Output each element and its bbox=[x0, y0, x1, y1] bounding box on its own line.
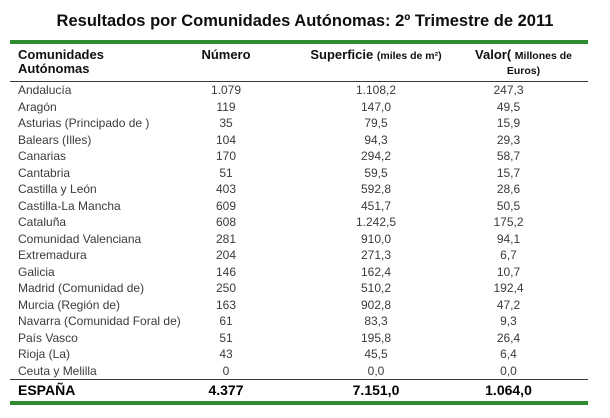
numero-cell: 119 bbox=[216, 99, 236, 114]
superficie-cell: 1.108,2 bbox=[355, 83, 397, 97]
table-row bbox=[10, 214, 588, 231]
superficie-cell: 902,8 bbox=[360, 297, 392, 312]
table-footer bbox=[10, 380, 588, 404]
superficie-cell: 94,3 bbox=[364, 132, 388, 147]
column-header-superficie-main: Superficie bbox=[310, 47, 374, 62]
numero-cell: 35 bbox=[219, 116, 233, 130]
region-name-cell: Navarra (Comunidad Foral de) bbox=[18, 314, 181, 328]
valor-cell: 26,4 bbox=[496, 330, 521, 345]
valor-cell: 6,7 bbox=[500, 248, 517, 262]
valor-cell: 15,7 bbox=[496, 165, 521, 180]
superficie-cell: 45,5 bbox=[364, 347, 388, 361]
superficie-cell: 1.242,5 bbox=[355, 215, 397, 229]
superficie-cell: 83,3 bbox=[364, 314, 388, 328]
table-row bbox=[10, 115, 588, 132]
page-title: Resultados por Comunidades Autónomas: 2º Trimestre de 2011 bbox=[56, 12, 554, 30]
region-name-cell: Aragón bbox=[18, 99, 57, 114]
column-header-comunidades: Comunidades Autónomas bbox=[10, 42, 165, 82]
table-row bbox=[10, 198, 588, 215]
column-header-valor-unit: Millones de Euros) bbox=[506, 50, 572, 77]
valor-cell: 29,3 bbox=[496, 132, 521, 147]
valor-cell: 49,5 bbox=[496, 99, 521, 114]
valor-cell: 9,3 bbox=[500, 314, 517, 328]
superficie-cell: 162,4 bbox=[360, 264, 392, 279]
numero-cell: 163 bbox=[215, 297, 237, 312]
header-row bbox=[10, 42, 588, 82]
table-row bbox=[10, 165, 588, 182]
table-row bbox=[10, 280, 588, 297]
table-row bbox=[10, 231, 588, 248]
superficie-cell: 0,0 bbox=[367, 363, 385, 378]
region-name-cell: Cantabria bbox=[18, 165, 71, 180]
valor-cell: 247,3 bbox=[493, 83, 524, 97]
superficie-cell: 195,8 bbox=[360, 330, 392, 345]
superficie-cell: 147,0 bbox=[360, 99, 392, 114]
table-row bbox=[10, 313, 588, 330]
valor-cell: 94,1 bbox=[496, 231, 521, 246]
valor-cell: 6,4 bbox=[500, 347, 517, 361]
valor-cell: 15,9 bbox=[496, 116, 521, 130]
valor-cell: 0,0 bbox=[500, 363, 517, 378]
numero-cell: 51 bbox=[219, 330, 233, 345]
table-row bbox=[10, 148, 588, 165]
numero-cell: 146 bbox=[215, 264, 237, 279]
region-name-cell: Castilla-La Mancha bbox=[18, 198, 121, 213]
valor-cell: 175,2 bbox=[493, 215, 524, 229]
superficie-cell: 510,2 bbox=[360, 281, 392, 295]
table-row bbox=[10, 330, 588, 347]
table-row bbox=[10, 99, 588, 116]
numero-cell: 609 bbox=[215, 198, 237, 213]
region-name-cell: Andalucía bbox=[18, 83, 72, 97]
region-name-cell: Galicia bbox=[18, 264, 55, 279]
table-row bbox=[10, 82, 588, 99]
superficie-cell: 271,3 bbox=[360, 248, 392, 262]
numero-cell: 170 bbox=[215, 149, 237, 163]
superficie-cell: 59,5 bbox=[364, 165, 388, 180]
numero-cell: 104 bbox=[215, 132, 237, 147]
table-row bbox=[10, 181, 588, 198]
valor-cell: 47,2 bbox=[496, 297, 521, 312]
region-name-cell: Rioja (La) bbox=[18, 347, 71, 361]
numero-cell: 403 bbox=[215, 182, 237, 196]
superficie-cell: 79,5 bbox=[364, 116, 388, 130]
total-row bbox=[10, 380, 588, 404]
table-row bbox=[10, 264, 588, 281]
numero-cell: 43 bbox=[219, 347, 233, 361]
superficie-cell: 592,8 bbox=[360, 182, 392, 196]
region-name-cell: Balears (Illes) bbox=[18, 132, 92, 147]
superficie-cell: 294,2 bbox=[360, 149, 392, 163]
numero-cell: 204 bbox=[215, 248, 237, 262]
valor-cell: 28,6 bbox=[496, 182, 521, 196]
region-name-cell: País Vasco bbox=[18, 330, 78, 345]
column-header-numero: Número bbox=[165, 42, 287, 82]
numero-cell: 608 bbox=[215, 215, 237, 229]
region-name-cell: Madrid (Comunidad de) bbox=[18, 281, 145, 295]
numero-cell: 0 bbox=[222, 363, 230, 378]
table-header bbox=[10, 42, 588, 82]
region-name-cell: Asturias (Principado de ) bbox=[18, 116, 150, 130]
region-name-cell: Castilla y León bbox=[18, 182, 97, 196]
numero-cell: 61 bbox=[219, 314, 233, 328]
numero-cell: 1.079 bbox=[210, 83, 242, 97]
column-header-superficie bbox=[287, 42, 465, 82]
region-name-cell: Cataluña bbox=[18, 215, 67, 229]
numero-cell: 51 bbox=[219, 165, 233, 180]
table-row bbox=[10, 247, 588, 264]
region-name-cell: Extremadura bbox=[18, 248, 87, 262]
region-name-cell: Canarias bbox=[18, 149, 67, 163]
table-row bbox=[10, 363, 588, 380]
table-row bbox=[10, 132, 588, 149]
valor-cell: 50,5 bbox=[496, 198, 521, 213]
total-valor-cell: 1.064,0 bbox=[465, 380, 588, 404]
valor-cell: 10,7 bbox=[496, 264, 521, 279]
numero-cell: 281 bbox=[215, 231, 237, 246]
results-table bbox=[10, 40, 588, 405]
valor-cell: 58,7 bbox=[496, 149, 521, 163]
table-row bbox=[10, 297, 588, 314]
column-header-superficie-unit: (miles de m²) bbox=[376, 50, 442, 62]
total-numero-cell: 4.377 bbox=[165, 380, 287, 404]
region-name-cell: Ceuta y Melilla bbox=[18, 363, 97, 378]
valor-cell: 192,4 bbox=[493, 281, 524, 295]
total-row-label: ESPAÑA bbox=[10, 380, 165, 404]
superficie-cell: 451,7 bbox=[360, 198, 392, 213]
column-header-valor-main: Valor( bbox=[475, 47, 512, 62]
column-header-valor bbox=[465, 42, 588, 82]
region-name-cell: Comunidad Valenciana bbox=[18, 231, 142, 246]
region-name-cell: Murcia (Región de) bbox=[18, 297, 121, 312]
total-superficie-cell: 7.151,0 bbox=[287, 380, 465, 404]
numero-cell: 250 bbox=[215, 281, 237, 295]
table-row bbox=[10, 346, 588, 363]
superficie-cell: 910,0 bbox=[360, 231, 392, 246]
table-body bbox=[10, 82, 588, 380]
